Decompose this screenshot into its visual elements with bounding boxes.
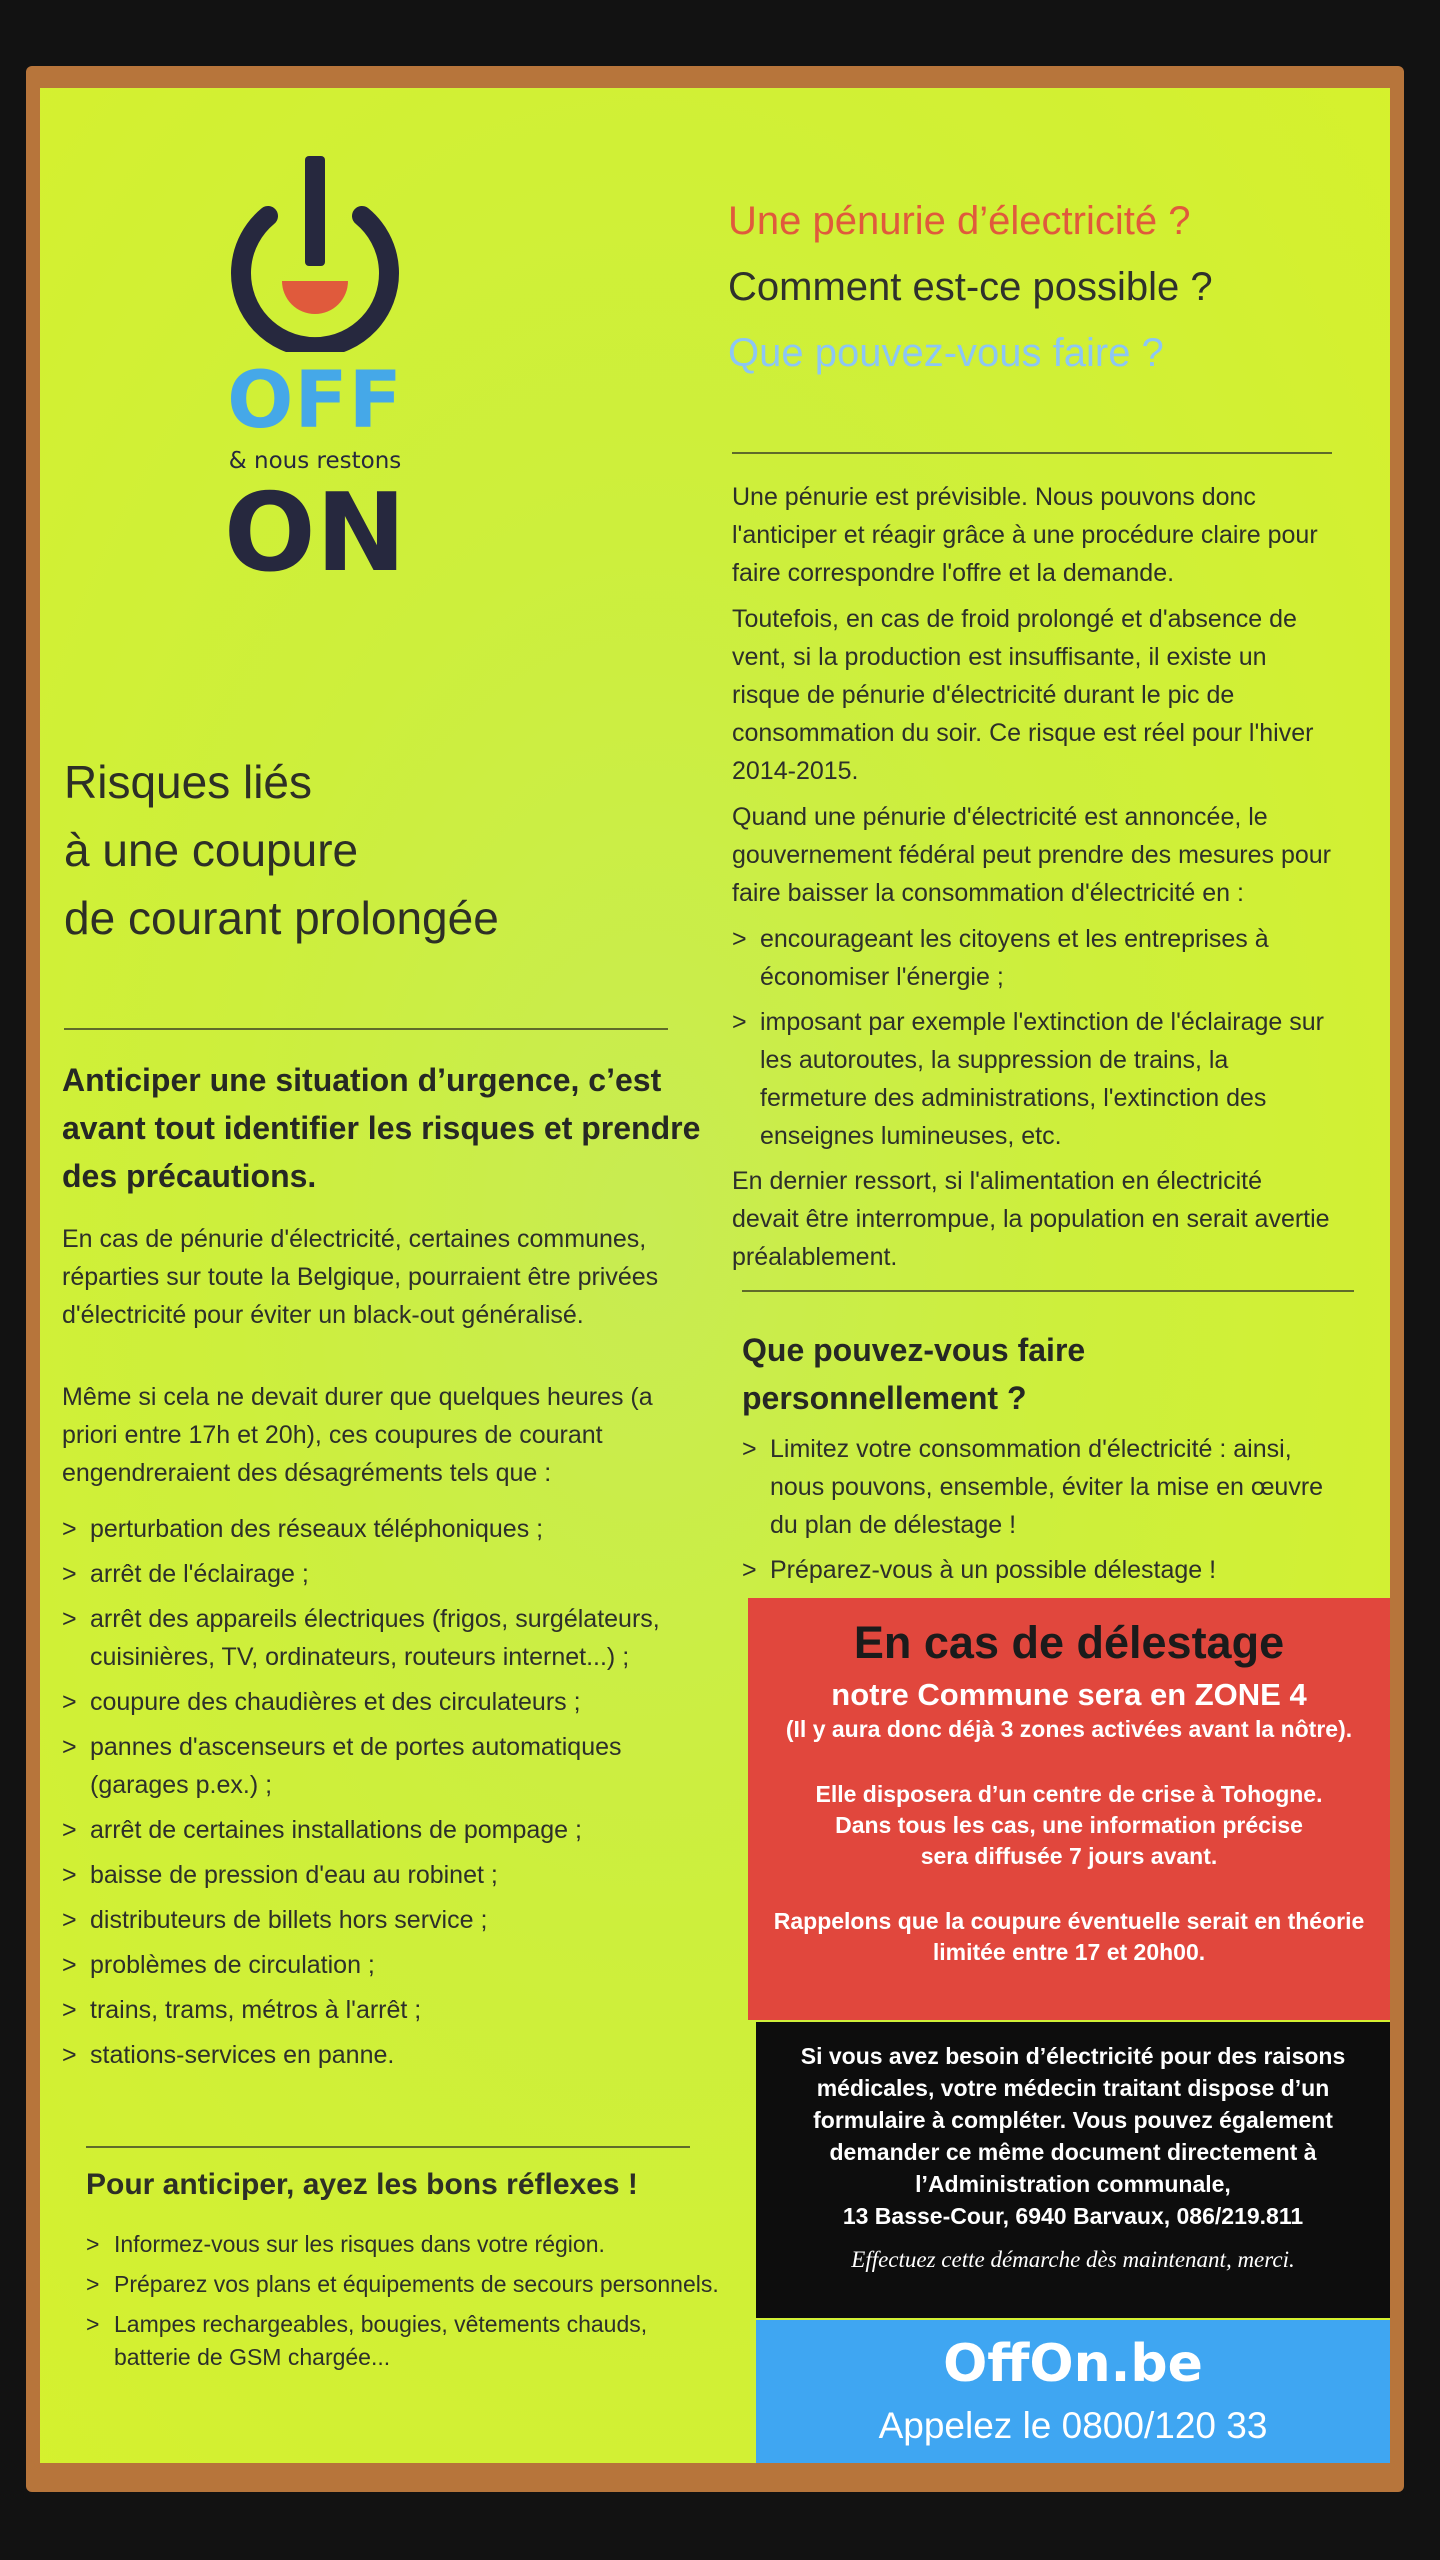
list-item: > Informez-vous sur les risques dans votre région. [86, 2228, 726, 2261]
reflexes-list [86, 2228, 726, 2381]
right-paragraph-1: Une pénurie est prévisible. Nous pouvons donc l'anticiper et réagir grâce à une procédure claire pour faire correspondre l'offre et la demande. [732, 483, 1318, 587]
left-divider-1 [64, 1028, 668, 1030]
left-title-line: Risques liés [64, 756, 312, 808]
right-heading: Que pouvez-vous faire personnellement ? [742, 1332, 1086, 1416]
list-item: > imposant par exemple l'extinction de l'éclairage sur les autoroutes, la suppression de trains, la fermeture des administrations, l'extinction des enseignes lumineuses, etc. [732, 1003, 1332, 1155]
offon-logo [210, 156, 420, 596]
zone-note: (Il y aura donc déjà 3 zones activées avant la nôtre). [785, 1716, 1353, 1742]
list-item: > coupure des chaudières et des circulateurs ; [62, 1683, 722, 1721]
medical-line: 13 Basse-Cour, 6940 Barvaux, 086/219.811 [842, 2203, 1304, 2229]
list-item: > perturbation des réseaux téléphoniques ; [62, 1510, 722, 1548]
list-item: > problèmes de circulation ; [62, 1946, 722, 1984]
right-paragraph-4: En dernier ressort, si l'alimentation en électricité devait être interrompue, la population en serait avertie préalablement. [732, 1167, 1330, 1271]
phone-number[interactable]: Appelez le 0800/120 33 [878, 2405, 1268, 2446]
left-sub-heading: Pour anticiper, ayez les bons réflexes ! [86, 2168, 638, 2201]
crisis-line: Elle disposera d’un centre de crise à Tohogne. [815, 1781, 1323, 1807]
question-how: Comment est-ce possible ? [728, 265, 1213, 309]
zone-text: notre Commune sera en ZONE 4 [831, 1677, 1307, 1712]
list-item: > arrêt de certaines installations de pompage ; [62, 1811, 722, 1849]
medical-line: formulaire à compléter. Vous pouvez également [813, 2107, 1333, 2133]
right-divider-2 [742, 1290, 1354, 1292]
contact-box [756, 2320, 1390, 2463]
right-paragraph-3: Quand une pénurie d'électricité est annoncée, le gouvernement fédéral peut prendre des mesures pour faire baisser la consommation d'électricité en : [732, 803, 1331, 907]
medical-line: Si vous avez besoin d’électricité pour des raisons [800, 2043, 1346, 2069]
list-item: > Préparez vos plans et équipements de secours personnels. [86, 2268, 726, 2301]
website-link[interactable]: OffOn.be [943, 2334, 1203, 2394]
load-shedding-box [748, 1598, 1390, 2020]
left-paragraph-1: En cas de pénurie d'électricité, certaines communes, réparties sur toute la Belgique, pourraient être privées d'électricité pour éviter un black-out généralisé. [62, 1225, 659, 1329]
list-item: > Limitez votre consommation d'électricité : ainsi, nous pouvons, ensemble, éviter la mise en œuvre du plan de délestage ! [742, 1430, 1352, 1544]
list-item: > arrêt des appareils électriques (frigos, surgélateurs, cuisinières, TV, ordinateurs, routeurs internet...) ; [62, 1600, 722, 1676]
list-item: > arrêt de l'éclairage ; [62, 1555, 722, 1593]
personal-actions-list [742, 1430, 1352, 1596]
logo-off-text: OFF [227, 356, 403, 446]
list-item: > encourageant les citoyens et les entreprises à économiser l'énergie ; [732, 920, 1332, 996]
load-shedding-title: En cas de délestage [853, 1617, 1285, 1668]
logo-middle-text: & nous restons [228, 448, 402, 474]
list-item: > Préparez-vous à un possible délestage ! [742, 1551, 1352, 1589]
logo-on-text: ON [223, 471, 407, 596]
crisis-line: sera diffusée 7 jours avant. [920, 1843, 1218, 1869]
list-item: > stations-services en panne. [62, 2036, 722, 2074]
medical-line: médicales, votre médecin traitant dispose d’un [816, 2075, 1330, 2101]
list-item: > Lampes rechargeables, bougies, vêtements chauds, batterie de GSM chargée... [86, 2308, 726, 2374]
medical-info-box [756, 2022, 1390, 2318]
question-what-to-do: Que pouvez-vous faire ? [728, 331, 1164, 375]
government-measures-list [732, 920, 1332, 1155]
consequences-list [62, 1510, 722, 2081]
list-item: > pannes d'ascenseurs et de portes automatiques (garages p.ex.) ; [62, 1728, 722, 1804]
left-heading: Anticiper une situation d’urgence, c’est avant tout identifier les risques et prendre des précautions. [62, 1062, 701, 1194]
power-icon [230, 156, 400, 352]
right-body [732, 478, 1332, 1284]
left-paragraph-2: Même si cela ne devait durer que quelques heures (a priori entre 17h et 20h), ces coupures de courant engendreraient des désagréments tels que : [62, 1383, 653, 1487]
list-item: > distributeurs de billets hors service ; [62, 1901, 722, 1939]
medical-line: demander ce même document directement à [829, 2139, 1317, 2165]
medical-line: l’Administration communale, [915, 2171, 1231, 2197]
question-shortage: Une pénurie d’électricité ? [728, 199, 1191, 243]
left-title-line: à une coupure [64, 824, 359, 876]
reminder-line: Rappelons que la coupure éventuelle serait en théorie [773, 1908, 1365, 1934]
right-paragraph-2: Toutefois, en cas de froid prolongé et d'absence de vent, si la production est insuffisante, il existe un risque de pénurie d'électricité durant le pic de consommation du soir. Ce risque est réel pour l'hiver 2014-2015. [732, 605, 1314, 785]
list-item: > trains, trams, métros à l'arrêt ; [62, 1991, 722, 2029]
reminder-line: limitée entre 17 et 20h00. [932, 1939, 1206, 1965]
crisis-line: Dans tous les cas, une information précise [835, 1812, 1303, 1838]
left-title-line: de courant prolongée [64, 892, 499, 944]
medical-note: Effectuez cette démarche dès maintenant, merci. [851, 2247, 1295, 2272]
poster [40, 88, 1390, 2463]
left-title [64, 748, 704, 952]
left-divider-2 [86, 2146, 690, 2148]
right-divider-1 [732, 452, 1332, 454]
list-item: > baisse de pression d'eau au robinet ; [62, 1856, 722, 1894]
